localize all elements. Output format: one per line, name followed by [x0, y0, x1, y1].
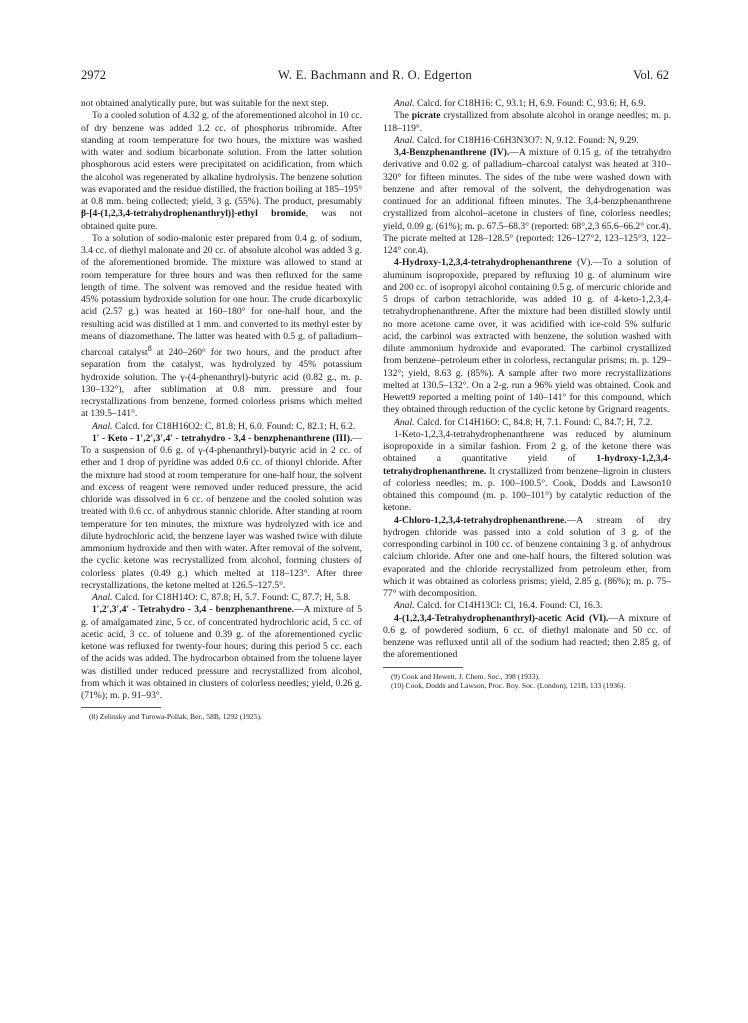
- analysis-line: Anal. Calcd. for C18H16: C, 93.1; H, 6.9. Found: C, 93.6; H, 6.9.: [394, 98, 646, 109]
- paragraph: 4-(1,2,3,4-Tetrahydrophenanthryl)-acetic Acid (VI).—A mixture of 0.6 g. of powdered sodium, 6 cc. of diethyl malonate and 50 cc. of benzene was refluxed until all of the sodium had reacted; then 2.85 g. of the aforementioned: [383, 612, 672, 661]
- paragraph: 1-Keto-1,2,3,4-tetrahydrophenanthrene was reduced by aluminum isopropoxide in a similar fashion. From 2 g. of the ketone there was obtained a quantitative yield of 1-hydroxy-1,2,3,4-tetrahydrophenanthrene. It crystallized from benzene–ligroin in clusters of colorless needles; m. p. 100–100.5°. Cook, Dodds and Lawson10 obtained this compound (m. p. 100–101°) by catalytic reduction of the ketone.: [383, 428, 671, 514]
- footnotes: [383, 672, 671, 691]
- footnote: (9) Cook and Hewett, J. Chem. Soc., 398 (1933).: [391, 671, 540, 681]
- volume-label: Vol. 62: [633, 68, 669, 82]
- paragraph: To a cooled solution of 4.32 g. of the aforementioned alcohol in 10 cc. of dry benzene was added 1.2 cc. of phosphorus tribromide. After standing at room temperature for two hours, the mixture was washed with water and sodium bicarbonate solution. From the latter solution phosphorous acid esters were precipitated on acidification, from which the alcohol was regenerated by alkaline hydrolysis. The benzene solution was evaporated and the residue distilled, the fraction boiling at 185–195° at 0.8 mm. being collected; yield, 3 g. (55%). The product, presumably β-[4-(1,2,3,4-tetrahydrophenanthryl)]-ethyl bromide, was not obtained quite pure.: [81, 110, 363, 232]
- section-heading: 1′ - Keto - 1′,2′,3′,4′ - tetrahydro - 3,4 - benzphenanthrene (III).: [92, 432, 353, 444]
- running-authors: W. E. Bachmann and R. O. Edgerton: [277, 68, 473, 82]
- paragraph: 3,4-Benzphenanthrene (IV).—A mixture of 0.15 g. of the tetrahydro derivative and 0.02 g. of palladium–charcoal catalyst was heated at 310–320° for fifteen minutes. The sides of the tube were washed down with benzene and after removal of the solvent, the dehydrogenation was continued for an additional fifteen minutes. The 3,4-benzphenanthrene crystallized from alcohol–acetone in clusters of fine, colorless needles; yield, 0.09 g. (61%); m. p. 67.5–68.3° (reported: 68°,2,3 65.6–66.2° cor.4). The picrate melted at 128–128.5° (reported: 126–127°2, 123–125°3, 122–124° cor.4).: [383, 147, 672, 256]
- compound-name: picrate: [411, 110, 441, 122]
- footnote: (8) Zelinsky and Turowa-Pollak, Ber., 58B, 1292 (1925).: [89, 712, 262, 722]
- footnotes: [81, 712, 362, 722]
- running-header: [81, 68, 669, 88]
- analysis-line: Anal. Calcd. for C14H16O: C, 84.8; H, 7.1. Found: C, 84.7; H, 7.2.: [394, 416, 653, 428]
- footnote-divider: [81, 707, 161, 708]
- compound-name: 1-hydroxy-1,2,3,4-tetrahydrophenanthrene.: [383, 453, 671, 477]
- paragraph: not obtained analytically pure, but was suitable for the next step.: [81, 98, 329, 109]
- section-heading: 4-Hydroxy-1,2,3,4-tetrahydrophenanthrene: [394, 257, 572, 269]
- analysis-line: Anal. Calcd. for C18H14O: C, 87.8; H, 5.7. Found: C, 87.7; H, 5.8.: [92, 592, 351, 604]
- section-heading: 3,4-Benzphenanthrene (IV).: [394, 147, 510, 158]
- paragraph: 1′,2′,3′,4′ - Tetrahydro - 3,4 - benzphenanthrene.—A mixture of 5 g. of amalgamated zinc, 5 cc. of concentrated hydrochloric acid, 5 cc. of acetic acid, 3 cc. of toluene and 0.39 g. of the aforementioned cyclic ketone was refluxed for twenty-four hours; during this period 5 cc. each of the acids was added. The hydrocarbon obtained from the toluene layer was distilled under reduced pressure and recrystallized from alcohol, from which it was obtained in clusters of colorless needles; yield, 0.26 g. (71%); m. p. 91–93°.: [81, 604, 362, 702]
- section-heading: 1′,2′,3′,4′ - Tetrahydro - 3,4 - benzphenanthrene.: [92, 604, 295, 616]
- paragraph: 4-Chloro-1,2,3,4-tetrahydrophenanthrene.—A stream of dry hydrogen chloride was passed into a cold solution of 3 g. of the corresponding carbinol in 100 cc. of benzene containing 3 g. of anhydrous calcium chloride. After one and one-half hours, the filtered solution was evaporated and the chloride recrystallized from petroleum ether, from which it was obtained as colorless prisms; yield, 2.85 g. (86%); m. p. 75–77° with decomposition.: [383, 514, 671, 599]
- footnote-divider: [383, 667, 463, 668]
- analysis-line: Anal. Calcd. for C18H16·C6H3N3O7: N, 9.12. Found: N, 9.29.: [394, 134, 639, 146]
- section-heading: 4-Chloro-1,2,3,4-tetrahydrophenanthrene.: [394, 514, 567, 526]
- page-number: 2972: [81, 68, 106, 82]
- analysis-line: Anal. Calcd. for C18H16O2: C, 81.8; H, 6.0. Found: C, 82.1; H, 6.2.: [92, 420, 356, 432]
- paragraph: To a solution of sodio-malonic ester prepared from 0.4 g. of sodium, 3.4 cc. of diethyl malonate and 20 cc. of absolute alcohol was added 3 g. of the aforementioned bromide. The mixture was allowed to stand at room temperature for three hours and was then refluxed for the same length of time. The solvent was removed and the residue heated with 45% potassium hydroxide solution for one hour. The crude dicarboxylic acid (2.57 g.) was heated at 160–180° for one-half hour, and the resulting acid was distilled at 1 mm. and converted to its methyl ester by means of diazomethane. The latter was heated with 0.5 g. of palladium–charcoal catalyst$^8$ at 240–260° for two hours, and the product after separation from the catalyst, was hydrolyzed by 45% potassium hydroxide solution. The γ-(4-phenanthryl)-butyric acid (0.82 g., m. p. 130–132°), after sublimation at 0.8 mm. pressure and four recrystallizations from benzene, formed colorless prisms which melted at 139.5–141°.: [81, 232, 362, 420]
- analysis-line: Anal. Calcd. for C14H13Cl: Cl, 16.4. Found: Cl, 16.3.: [394, 600, 603, 612]
- left-column: [81, 98, 362, 722]
- footnote: (10) Cook, Dodds and Lawson, Proc. Roy. Soc. (London), 121B, 133 (1936).: [391, 681, 626, 690]
- section-heading: 4-(1,2,3,4-Tetrahydrophenanthryl)-acetic Acid (VI).: [394, 612, 609, 624]
- right-column: [383, 98, 671, 691]
- paragraph: 1′ - Keto - 1′,2′,3′,4′ - tetrahydro - 3,4 - benzphenanthrene (III).—To a suspension of 0.6 g. of γ-(4-phenanthryl)-butyric acid in 2 cc. of ether and 1 drop of pyridine was added 0.6 cc. of thionyl chloride. After the mixture had stood at room temperature for one-half hour, the solvent and excess of reagent were removed under reduced pressure, the acid chloride was dissolved in 6 cc. of benzene and the cooled solution was treated with 0.6 cc. of anhydrous stannic chloride. After standing at room temperature for ten minutes, the mixture was hydrolyzed with ice and dilute hydrochloric acid, the benzene layer was washed twice with dilute ammonium hydroxide and then with water. After removal of the solvent, the cyclic ketone was recrystallized from alcohol, forming clusters of colorless plates (0.49 g.) which melted at 118–123°. After three recrystallizations, the ketone melted at 126.5–127.5°.: [81, 432, 362, 591]
- paragraph: 4-Hydroxy-1,2,3,4-tetrahydrophenanthrene (V).—To a solution of aluminum isopropoxide, prepared by refluxing 10 g. of aluminum wire and 200 cc. of isopropyl alcohol containing 0.5 g. of mercuric chloride and 5 drops of carbon tetrachloride, was added 10 g. of 4-keto-1,2,3,4-tetrahydrophenanthrene. After the mixture had been distilled slowly until no more acetone came over, it was acidified with ice-cold 5% sulfuric acid, the carbinol was extracted with benzene, the solution washed with dilute ammonium hydroxide and evaporated. The carbinol crystallized from benzene–petroleum ether in colorless, rectangular prisms; m. p. 129–132°; yield, 8.63 g. (85%). A sample after two more recrystallizations melted at 130.5–132°. On a 2-g. run a 96% yield was obtained. Cook and Hewett9 reported a melting point of 140–141° for this compound, which they obtained through reduction of the cyclic ketone by Grignard reagents.: [383, 257, 671, 416]
- paragraph: The picrate crystallized from absolute alcohol in orange needles; m. p. 118–119°.: [383, 110, 671, 134]
- footnote-ref: 8: [147, 344, 152, 353]
- compound-name: β-[4-(1,2,3,4-tetrahydrophenanthryl)]-ethyl bromide: [81, 208, 306, 220]
